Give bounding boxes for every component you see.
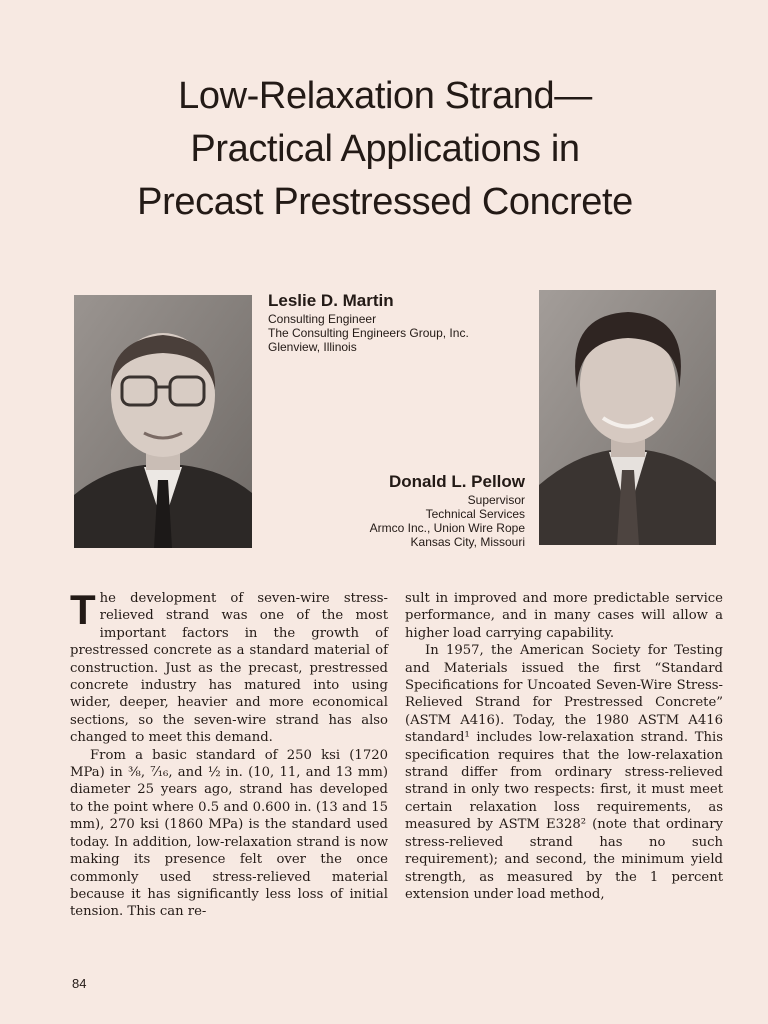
author-location: Kansas City, Missouri xyxy=(410,535,525,549)
author-title: Supervisor xyxy=(467,493,525,507)
author-name: Leslie D. Martin xyxy=(268,291,394,310)
article-title xyxy=(40,70,730,229)
body-paragraph: From a basic standard of 250 ksi (1720 MPa) in ⅜, ⁷⁄₁₆, and ½ in. (10, 11, and 13 mm) diameter 25 years ago, strand has developed to the point where 0.5 and 0.600 in. (13 and 15 mm), 270 ksi (1860 MPa) is the standard used today. In addition, low-relaxation strand is now making its presence felt over the once commonly used stress-relieved material because it has significantly less loss of initial tension. This can re- xyxy=(70,747,388,920)
author-pellow xyxy=(370,471,525,549)
author-photo-martin xyxy=(74,295,252,548)
author-photo-pellow xyxy=(539,290,716,545)
title-line: Precast Prestressed Concrete xyxy=(137,181,633,223)
author-department: Technical Services xyxy=(425,507,525,521)
title-line: Low-Relaxation Strand— xyxy=(178,75,592,117)
author-organization: The Consulting Engineers Group, Inc. xyxy=(268,326,469,340)
author-name: Donald L. Pellow xyxy=(388,472,525,491)
body-paragraph: sult in improved and more predictable service performance, and in many cases will allow a higher load carrying capability. xyxy=(405,591,723,641)
page-number: 84 xyxy=(72,976,87,991)
author-martin xyxy=(268,290,469,354)
paragraph-text: he development of seven-wire stress-relieved strand was one of the most important factors in the growth of prestressed concrete as a standard material of construction. Just as the precast, prestressed concrete industry has matured into using wider, deeper, heavier and more economical sections, so the seven-wire strand has also changed to meet this demand. xyxy=(70,591,388,746)
body-column-left xyxy=(70,586,388,921)
body-paragraph: In 1957, the American Society for Testing and Materials issued the first “Standard Specifications for Uncoated Seven-Wire Stress-Relieved Strand for Prestressed Concrete” (ASTM A416). Today, the 1980 ASTM A416 standard¹ includes low-relaxation strand. This specification requires that the low-relaxation strand differ from ordinary stress-relieved strand in only two respects: first, it must meet certain relaxation loss requirements, as measured by ASTM E328² (note that ordinary stress-relieved strand has no such requirement); and second, the minimum yield strength, as measured by the 1 percent extension under load method, xyxy=(405,643,723,902)
author-organization: Armco Inc., Union Wire Rope xyxy=(369,521,525,535)
body-column-right xyxy=(405,590,723,903)
author-location: Glenview, Illinois xyxy=(268,340,357,354)
drop-cap: T xyxy=(70,586,96,633)
author-title: Consulting Engineer xyxy=(268,312,377,326)
body-paragraph xyxy=(70,586,388,747)
title-line: Practical Applications in xyxy=(190,128,580,170)
